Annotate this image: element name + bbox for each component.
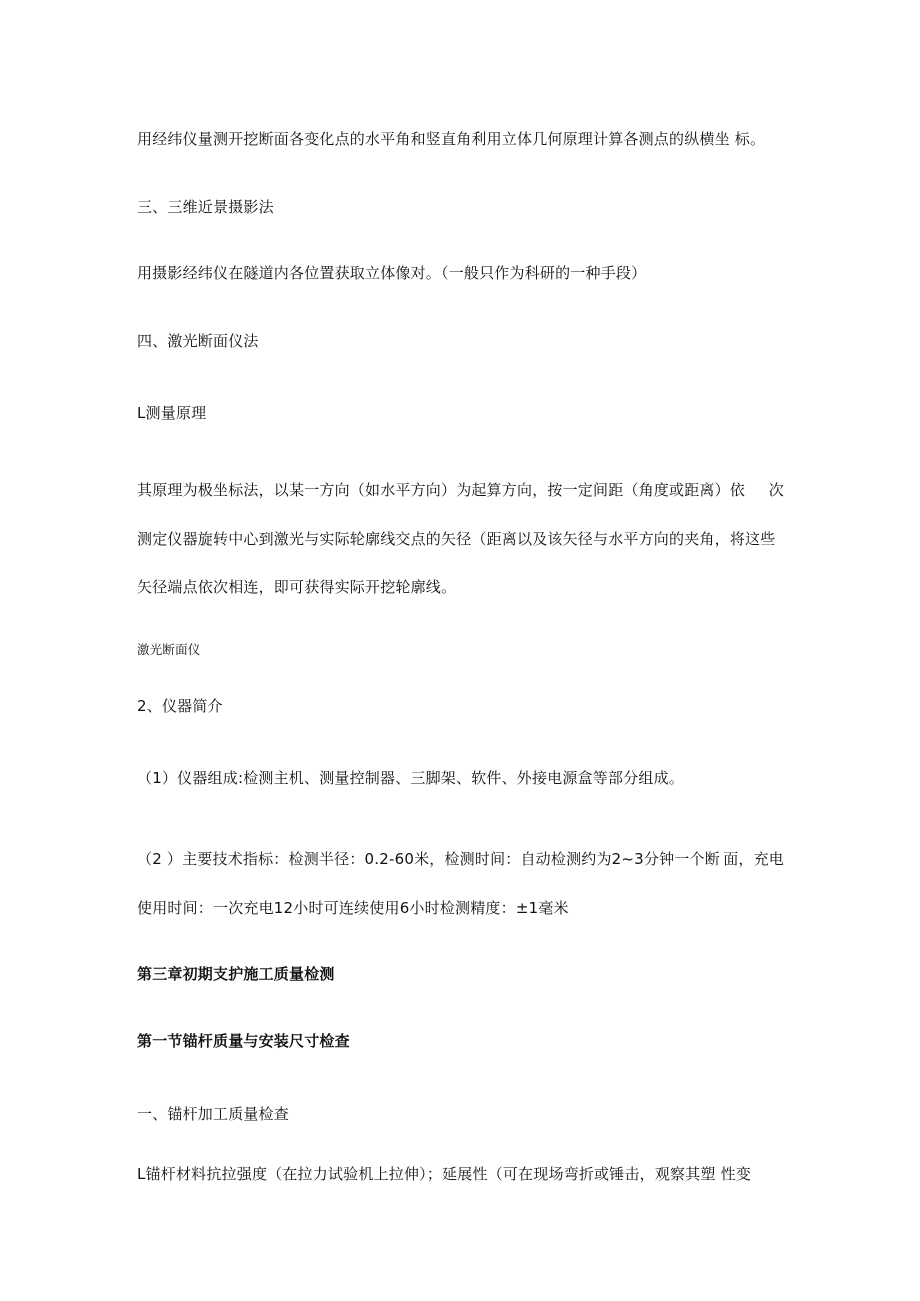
caption-laser-profiler: 激光断面仪 [137,642,201,657]
paragraph-principle-line-2: 测定仪器旋转中心到激光与实际轮廓线交点的矢径（距离以及该矢径与水平方向的夹角，将这些 [137,530,776,548]
paragraph-specs-line-1 [137,849,784,869]
heading-chapter-3: 第三章初期支护施工质量检测 [137,965,335,983]
paragraph-specs-line-2: 使用时间：一次充电12小时可连续使用6小时检测精度：±1毫米 [137,899,569,917]
paragraph-section-measurement: 用经纬仪量测开挖断面各变化点的水平角和竖直角利用立体几何原理计算各测点的纵横坐 标。 [137,130,766,148]
principle-line-1-end: 次 [768,481,784,499]
paragraph-principle-line-1 [137,480,784,500]
heading-laser-profiler: 四、激光断面仪法 [137,332,259,350]
heading-3d-photogrammetry: 三、三维近景摄影法 [137,198,274,216]
heading-measurement-principle: L测量原理 [137,404,207,422]
heading-bolt-processing: 一、锚杆加工质量检查 [137,1105,290,1123]
paragraph-instrument-composition: （1）仪器组成:检测主机、测量控制器、三脚架、软件、外接电源盒等部分组成。 [137,769,685,787]
heading-instrument-intro: 2、仪器简介 [137,697,223,715]
paragraph-principle-line-3: 矢径端点依次相连，即可获得实际开挖轮廓线。 [137,578,457,596]
principle-line-1-main: 其原理为极坐标法，以某一方向（如水平方向）为起算方向，按一定间距（角度或距离）依 [137,481,746,499]
specs-line-1-end: 面，充电 [723,850,784,868]
heading-section-1: 第一节锚杆质量与安装尺寸检查 [137,1032,350,1050]
paragraph-bolt-material: L锚杆材料抗拉强度（在拉力试验机上拉伸）；延展性（可在现场弯折或锤击，观察其塑 性变 [137,1165,752,1183]
specs-line-1-main: （2 ）主要技术指标：检测半径：0.2-60米，检测时间：自动检测约为2~3分钟一个断 [137,850,720,868]
paragraph-3d-photogrammetry: 用摄影经纬仪在隧道内各位置获取立体像对。（一般只作为科研的一种手段） [137,264,647,282]
